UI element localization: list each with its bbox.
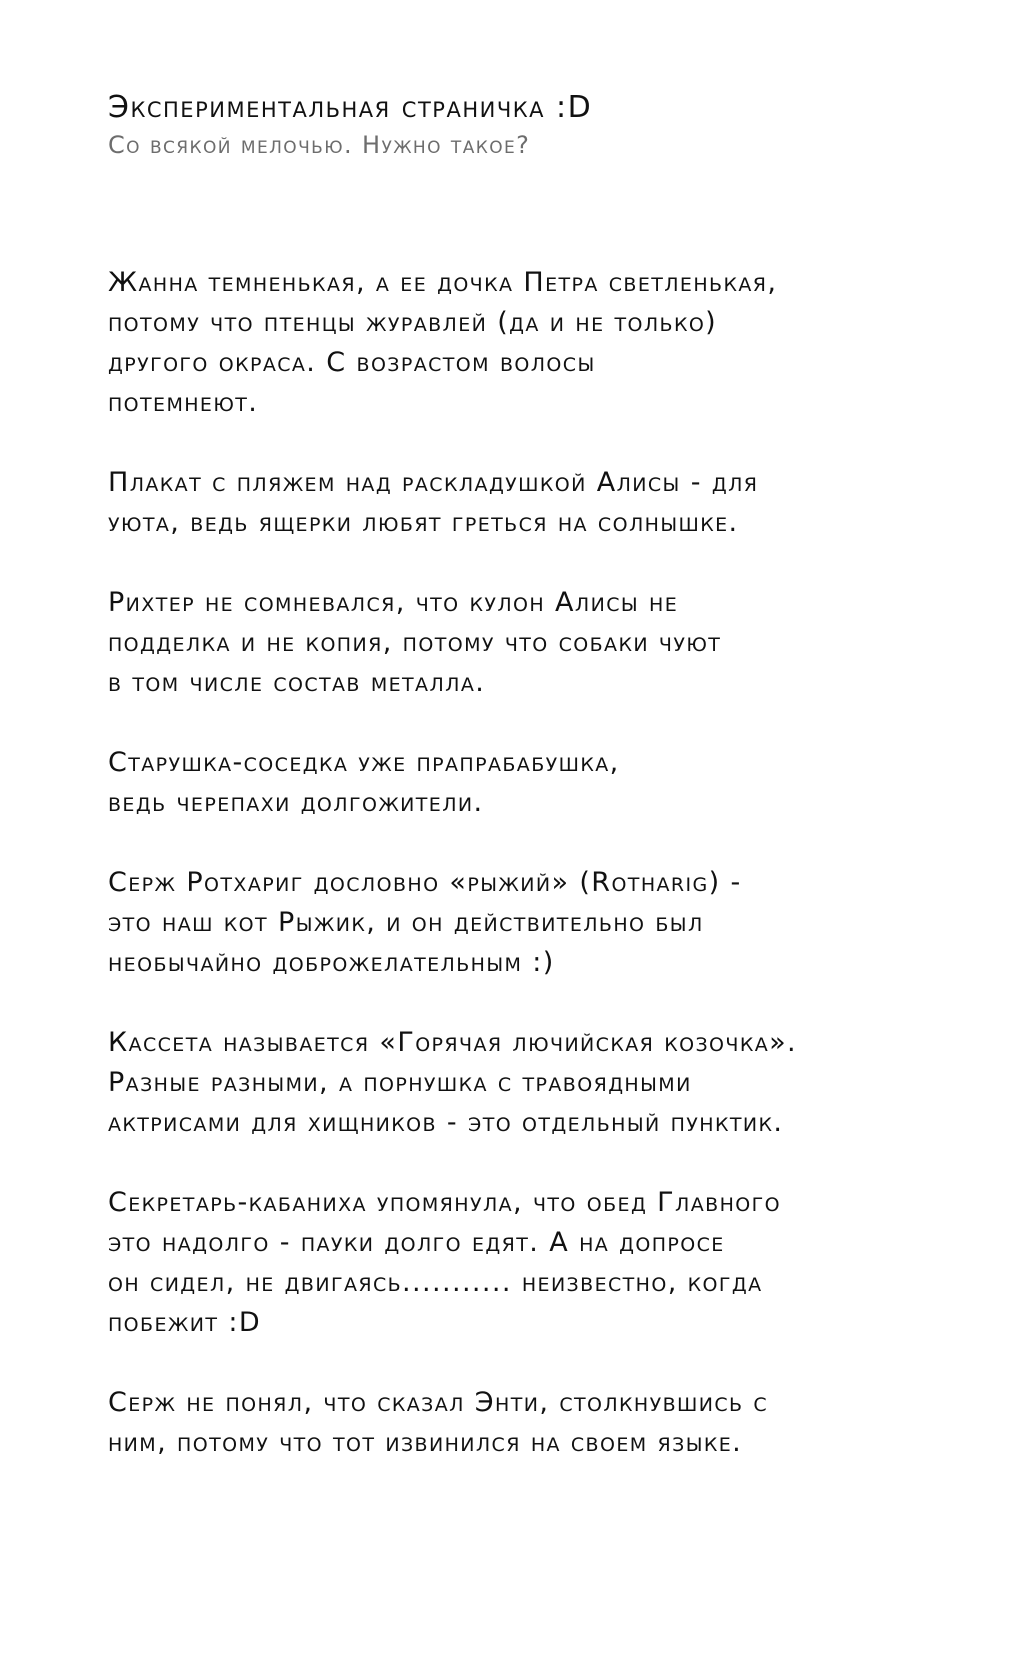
note-paragraph (108, 1023, 948, 1143)
note-paragraph (108, 1183, 948, 1343)
note-line: другого окраса. С возрастом волосы (108, 347, 596, 378)
note-line: потому что птенцы журавлей (да и не только) (108, 307, 718, 338)
note-line: ним, потому что тот извинился на своем языке. (108, 1427, 743, 1458)
note-line: в том числе состав металла. (108, 667, 486, 698)
notes-list (108, 263, 948, 1503)
note-line: подделка и не копия, потому что собаки чуют (108, 627, 722, 658)
note-line: Кассета называется «Горячая лючийская козочка». (108, 1027, 798, 1058)
note-line: Жанна темненькая, а ее дочка Петра светленькая, (108, 267, 778, 298)
page-header (108, 88, 928, 162)
note-line: это надолго - пауки долго едят. А на допросе (108, 1227, 725, 1258)
note-line: потемнеют. (108, 387, 259, 418)
note-paragraph (108, 743, 948, 823)
note-line: ведь черепахи долгожители. (108, 787, 484, 818)
note-line: Разные разными, а порнушка с травоядными (108, 1067, 692, 1098)
note-line: Серж Ротхариг дословно «рыжий» (Rotharig) - (108, 867, 742, 898)
note-line: необычайно доброжелательным :) (108, 947, 555, 978)
note-line: Рихтер не сомневался, что кулон Алисы не (108, 587, 679, 618)
note-paragraph (108, 263, 948, 423)
note-line: актрисами для хищников - это отдельный пунктик. (108, 1107, 784, 1138)
note-line: Секретарь-кабаниха упомянула, что обед Главного (108, 1187, 781, 1218)
page-title: Экспериментальная страничка :D (108, 90, 593, 125)
note-line: это наш кот Рыжик, и он действительно был (108, 907, 704, 938)
note-paragraph (108, 463, 948, 543)
note-paragraph (108, 863, 948, 983)
note-line: побежит :D (108, 1307, 262, 1338)
note-line: Старушка-соседка уже прапрабабушка, (108, 747, 620, 778)
note-line: Серж не понял, что сказал Энти, столкнувшись с (108, 1387, 769, 1418)
page-subtitle: Со всякой мелочью. Нужно такое? (108, 131, 531, 159)
note-paragraph (108, 583, 948, 703)
note-paragraph (108, 1383, 948, 1463)
note-line: уюта, ведь ящерки любят греться на солнышке. (108, 507, 739, 538)
note-line: Плакат с пляжем над раскладушкой Алисы - для (108, 467, 759, 498)
note-line: он сидел, не двигаясь........... неизвестно, когда (108, 1267, 763, 1298)
